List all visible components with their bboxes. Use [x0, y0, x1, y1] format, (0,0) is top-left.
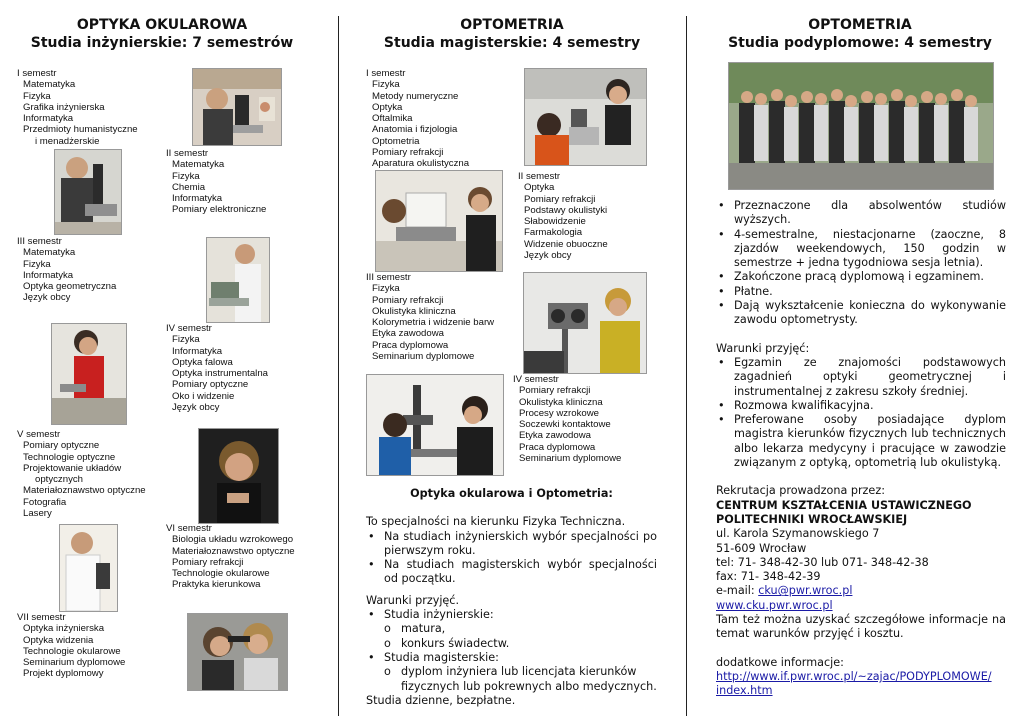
col2-semester-4 [513, 374, 621, 464]
col1-semester-5 [17, 429, 146, 519]
column-3-title: OPTOMETRIA [808, 17, 912, 33]
website-link[interactable]: www.cku.pwr.wroc.pl [716, 598, 833, 612]
info-url-link[interactable]: http://www.if.pwr.wroc.pl/~zajac/PODYPLOMOWE/ [716, 669, 992, 683]
course-item: Projekt dyplomowy [23, 668, 104, 680]
recruitment-label: Rekrutacja prowadzona przez: [716, 484, 885, 498]
col2-description [366, 487, 657, 708]
sub-item-continued: fizycznych lub pokrewnych albo medycznych. [401, 679, 657, 693]
course-item: Grafika inżynierska [23, 101, 105, 113]
course-item: Farmakologia [524, 227, 583, 239]
course-item: Oko i widzenie [172, 390, 235, 402]
fax-number: fax: 71- 348-42-39 [716, 570, 821, 584]
course-item: Praca dyplomowa [372, 339, 449, 351]
course-item: i menadżerskie [35, 135, 100, 147]
course-item: Optometria [372, 135, 420, 147]
phone-number: tel: 71- 348-42-30 lub 071- 348-42-38 [716, 555, 929, 569]
course-item: Projektowanie układów [23, 462, 122, 474]
col1-semester-3 [17, 236, 116, 304]
course-item: Etyka zawodowa [372, 328, 444, 340]
course-item: Optyka falowa [172, 356, 233, 368]
course-item: Pomiary refrakcji [372, 147, 444, 159]
course-item: Optyka instrumentalna [172, 368, 268, 380]
course-item: Lasery [23, 508, 52, 520]
email-label: e-mail: [716, 584, 759, 598]
column-3-subtitle: Studia podyplomowe: 4 semestry [728, 35, 992, 51]
organization-name: CENTRUM KSZTAŁCENIA USTAWICZNEGO [716, 498, 972, 512]
course-item: Oftalmika [372, 113, 413, 125]
course-item: Matematyka [172, 159, 225, 171]
bullet-item: • Płatne. [716, 285, 1006, 299]
info-url-link-continued[interactable]: index.htm [716, 684, 773, 698]
semester-title: II semestr [518, 171, 561, 182]
bullet-item: • Przeznaczone dla absolwentów studiów wyższych. [716, 199, 1006, 228]
col3-description [716, 199, 1006, 699]
col1-semester-2 [166, 148, 266, 216]
bullet-item: • Na studiach inżynierskich wybór specjalności po pierwszym roku. [366, 530, 657, 559]
course-item: Pomiary elektroniczne [172, 204, 267, 216]
column-2-header [362, 16, 662, 52]
course-item: Seminarium dyplomowe [23, 657, 126, 669]
course-item: Pomiary refrakcji [172, 556, 244, 568]
bullet-item: • Preferowane osoby posiadające dyplom magistra kierunków fizycznych lub technicznych albo lekarza medycyny i pracujące w zawodzie związanym z optyką, optometrią lub okulistyką. [716, 413, 1006, 470]
semester-title: I semestr [17, 68, 57, 79]
email-line [716, 584, 1006, 598]
course-item: Pomiary optyczne [172, 379, 249, 391]
course-item: optycznych [35, 474, 83, 486]
course-item: Fizyka [172, 170, 200, 182]
course-item: Praca dyplomowa [519, 441, 596, 453]
additional-info-label: dodatkowe informacje: [716, 655, 844, 669]
column-2-title: OPTOMETRIA [460, 17, 564, 33]
col2-semester-1 [366, 68, 469, 170]
photo-microscope-work [54, 149, 122, 235]
course-item: Fizyka [23, 258, 51, 270]
course-item: Seminarium dyplomowe [372, 351, 475, 363]
course-item: Chemia [172, 181, 206, 193]
intro-text: To specjalności na kierunku Fizyka Techniczna. [366, 515, 626, 529]
email-link[interactable]: cku@pwr.wroc.pl [758, 584, 853, 598]
course-item: Słabowidzenie [524, 216, 586, 228]
col2-semester-3 [366, 272, 494, 362]
footer-text: Studia dzienne, bezpłatne. [366, 693, 516, 707]
bullet-item: • Studia magisterskie: [366, 651, 657, 665]
sub-item: o dyplom inżyniera lub licencjata kierunków [366, 665, 657, 679]
course-item: Optyka [524, 182, 555, 194]
bullet-item: • Rozmowa kwalifikacyjna. [716, 399, 1006, 413]
course-item: Etyka zawodowa [519, 430, 591, 442]
semester-title: IV semestr [166, 323, 212, 334]
course-item: Informatyka [172, 345, 223, 357]
photo-student-white-coat [59, 524, 118, 612]
col1-semester-7 [17, 612, 125, 680]
course-item: Informatyka [23, 113, 74, 125]
column-3-header [710, 16, 1010, 52]
sub-item: o matura, [366, 622, 657, 636]
semester-title: VI semestr [166, 523, 212, 534]
column-divider-1 [338, 16, 339, 716]
course-item: Podstawy okulistyki [524, 204, 608, 216]
course-item: Anatomia i fizjologia [372, 124, 458, 136]
bullet-item: • Zakończone pracą dyplomową i egzaminem. [716, 270, 1006, 284]
course-item: Optyka widzenia [23, 634, 94, 646]
col1-semester-6 [166, 523, 295, 591]
col2-semester-2 [518, 171, 608, 261]
course-item: Seminarium dyplomowe [519, 453, 622, 465]
photo-student-glasses [198, 428, 279, 524]
course-item: Przedmioty humanistyczne [23, 124, 138, 136]
course-item: Fotografia [23, 496, 67, 508]
course-item: Fizyka [172, 334, 200, 346]
course-item: Pomiary refrakcji [524, 193, 596, 205]
course-item: Optyka [372, 101, 403, 113]
course-item: Aparatura okulistyczna [372, 158, 470, 170]
col1-semester-4 [166, 323, 268, 413]
semester-title: II semestr [166, 148, 209, 159]
warunki-label: Warunki przyjęć: [716, 341, 810, 355]
column-1-title: OPTYKA OKULAROWA [76, 17, 248, 33]
bullet-item: • 4-semestralne, niestacjonarne (zaoczne, 8 zjazdów weekendowych, 150 godzin w semestrze + jedna tygodniowa sesja letnia). [716, 228, 1006, 271]
semester-title: VII semestr [17, 612, 66, 623]
course-item: Technologie okularowe [172, 568, 270, 580]
column-divider-2 [686, 16, 687, 716]
course-item: Technologie optyczne [23, 451, 116, 463]
course-item: Metody numeryczne [372, 90, 459, 102]
column-1-header [12, 16, 312, 52]
course-item: Optyka geometryczna [23, 281, 117, 293]
course-item: Okulistyka kliniczna [372, 305, 456, 317]
photo-exam-session [524, 68, 647, 166]
course-item: Informatyka [172, 193, 223, 205]
course-item: Materiałoznawstwo optyczne [172, 545, 295, 557]
course-item: Pomiary optyczne [23, 440, 100, 452]
course-item: Widzenie obuoczne [524, 238, 608, 250]
course-item: Język obcy [23, 292, 71, 304]
photo-autorefractor [375, 170, 503, 272]
address-street: ul. Karola Szymanowskiego 7 [716, 527, 880, 541]
course-item: Matematyka [23, 79, 76, 91]
course-item: Procesy wzrokowe [519, 407, 599, 419]
info-text: Tam też można uzyskać szczegółowe informacje na temat warunków przyjęć i kosztu. [716, 613, 1006, 641]
warunki-label: Warunki przyjęć. [366, 593, 460, 607]
course-item: Okulistyka kliniczna [519, 396, 603, 408]
address-city: 51-609 Wrocław [716, 541, 807, 555]
photo-student-lab [206, 237, 270, 323]
bullet-item: • Studia inżynierskie: [366, 608, 657, 622]
photo-student-red-shirt [51, 323, 127, 425]
course-item: Biologia układu wzrokowego [172, 534, 294, 546]
course-item: Informatyka [23, 269, 74, 281]
section-title: Optyka okularowa i Optometria: [410, 487, 613, 500]
bullet-item: • Dają wykształcenie konieczna do wykonywanie zawodu optometrysty. [716, 299, 1006, 328]
col1-semester-1 [17, 68, 138, 147]
semester-title: I semestr [366, 68, 406, 79]
course-item: Materiałoznawstwo optyczne [23, 485, 146, 497]
course-item: Soczewki kontaktowe [519, 419, 611, 431]
organization-name-2: POLITECHNIKI WROCŁAWSKIEJ [716, 512, 908, 526]
column-1-subtitle: Studia inżynierskie: 7 semestrów [30, 35, 294, 51]
semester-title: V semestr [17, 429, 61, 440]
semester-title: III semestr [366, 272, 411, 283]
photo-phoropter [523, 272, 647, 374]
bullet-item: • Na studiach magisterskich wybór specjalności od początku. [366, 558, 657, 587]
photo-group-graduates [728, 62, 994, 190]
course-item: Fizyka [372, 79, 400, 91]
course-item: Język obcy [524, 250, 572, 262]
semester-title: III semestr [17, 236, 62, 247]
course-item: Pomiary refrakcji [372, 294, 444, 306]
photo-student-microscope [192, 68, 282, 146]
sub-item: o konkurs świadectw. [366, 637, 657, 651]
semester-title: IV semestr [513, 374, 559, 385]
photo-slit-lamp [366, 374, 504, 476]
column-2-subtitle: Studia magisterskie: 4 semestry [383, 35, 641, 51]
bullet-item: • Egzamin ze znajomości podstawowych zagadnień optyki geometrycznej i instrumentalnej z zakresu szkoły średniej. [716, 356, 1006, 399]
course-item: Pomiary refrakcji [519, 385, 591, 397]
course-item: Język obcy [172, 402, 220, 414]
course-item: Optyka inżynierska [23, 623, 105, 635]
course-item: Kolorymetria i widzenie barw [372, 317, 495, 329]
course-item: Fizyka [23, 90, 51, 102]
course-item: Technologie okularowe [23, 645, 121, 657]
course-item: Fizyka [372, 283, 400, 295]
photo-two-students-eye-exam [187, 613, 288, 691]
course-item: Matematyka [23, 247, 76, 259]
course-item: Praktyka kierunkowa [172, 579, 261, 591]
